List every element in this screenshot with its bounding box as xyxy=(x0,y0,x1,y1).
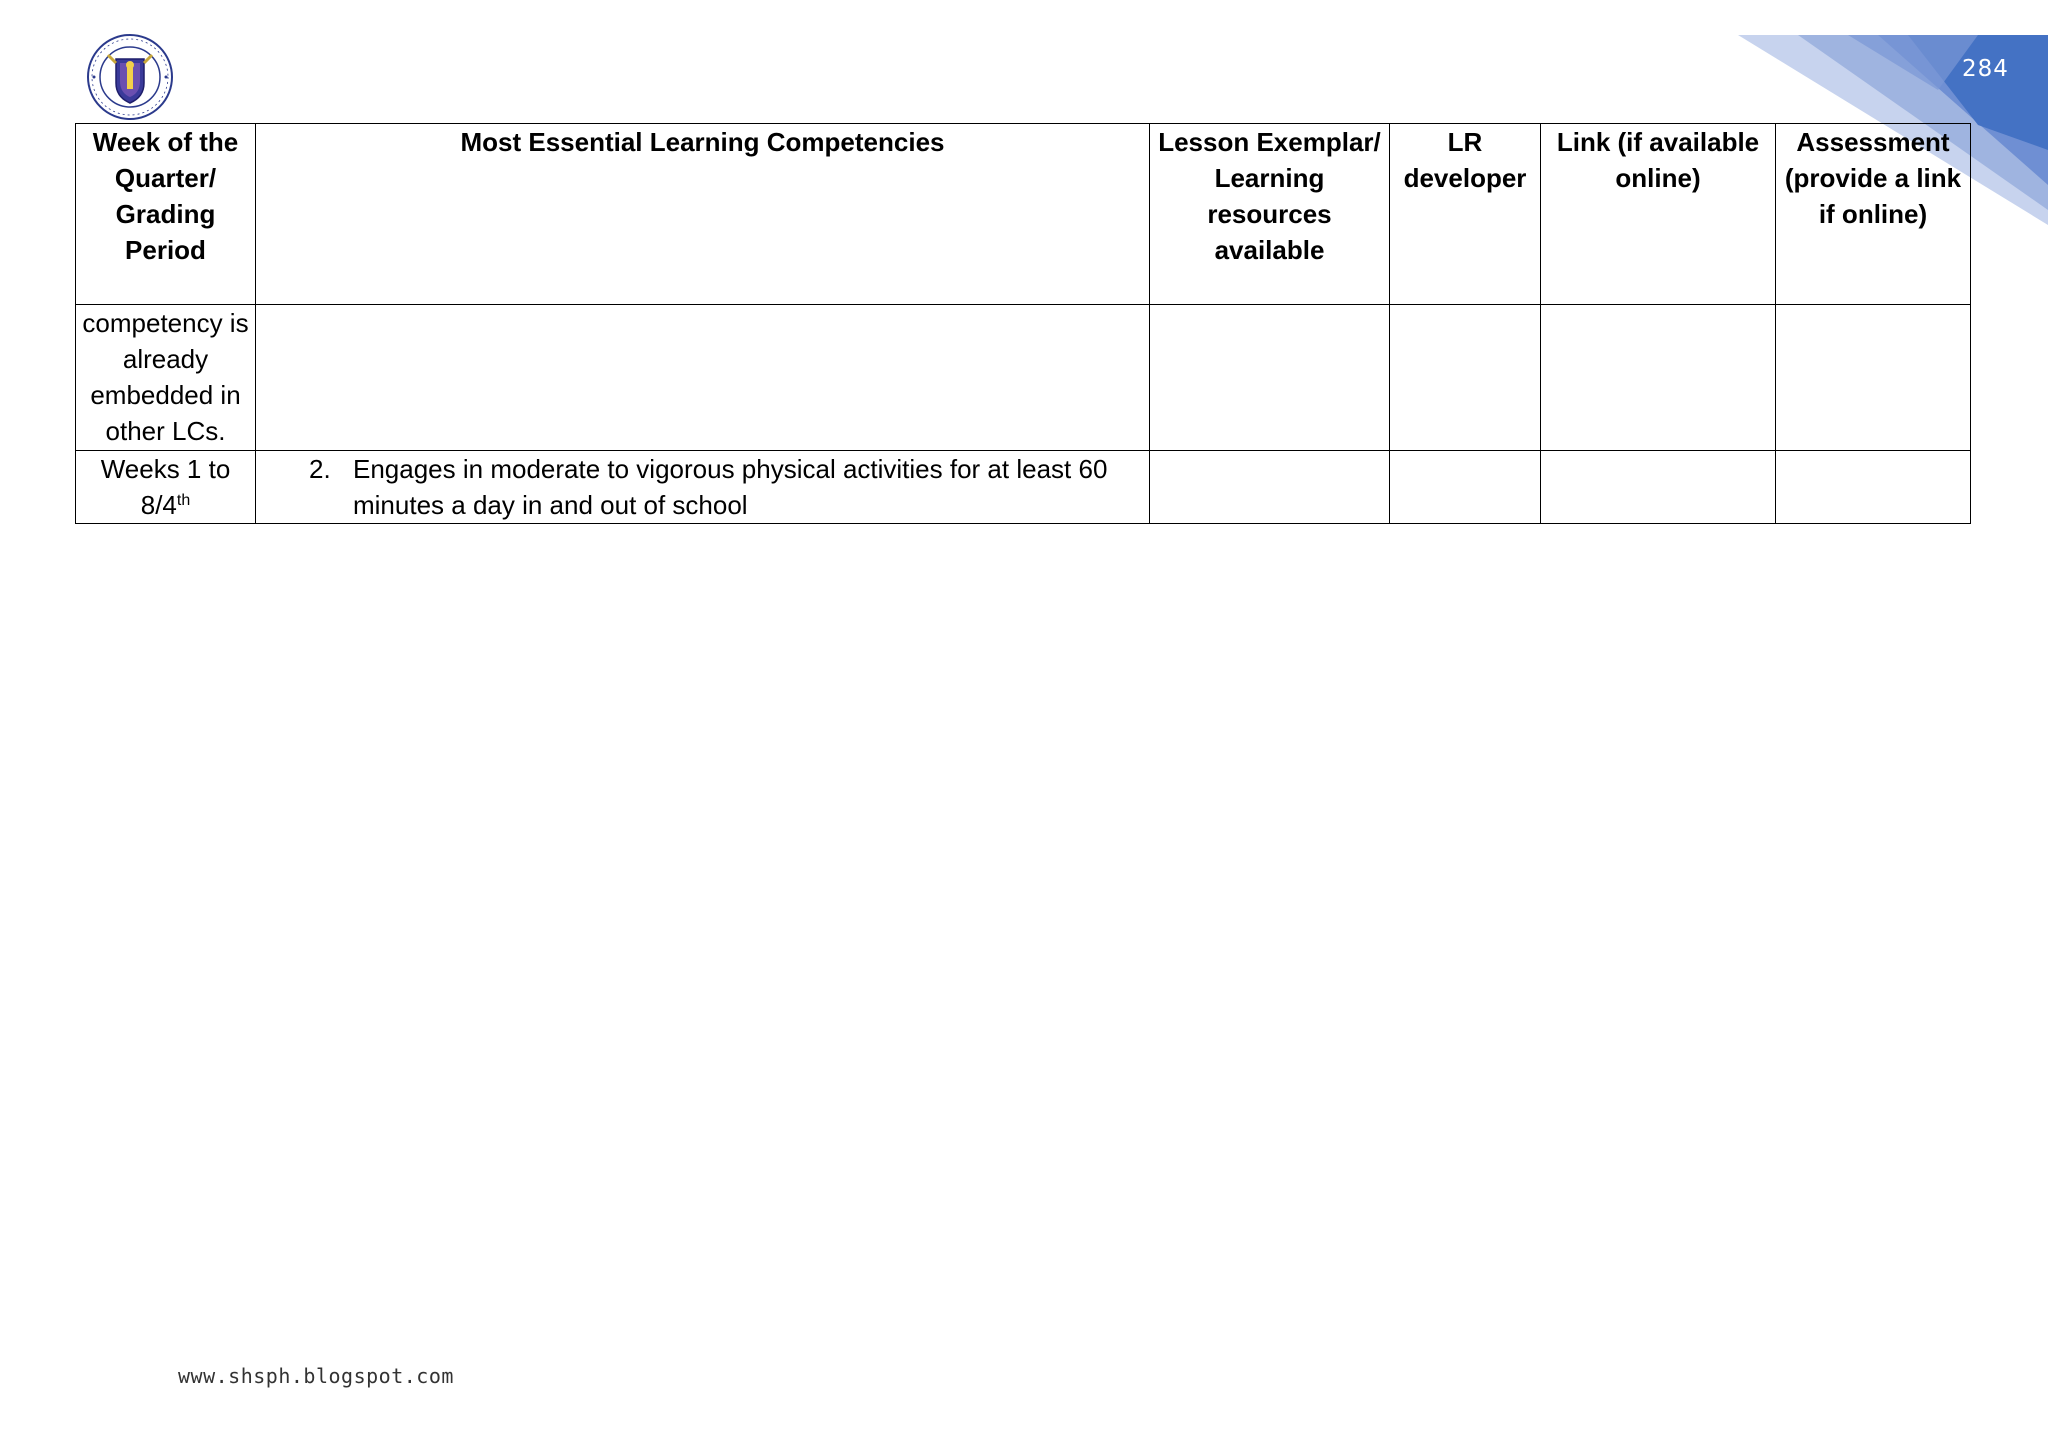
lr-developer-cell xyxy=(1390,305,1541,451)
deped-seal-icon xyxy=(86,33,174,121)
table-row xyxy=(76,305,1971,451)
header-week: Week of the Quarter/ Grading Period xyxy=(76,124,256,305)
header-lesson-exemplar: Lesson Exemplar/ Learning resources available xyxy=(1150,124,1390,305)
competency-number: 2. xyxy=(309,454,331,484)
page-number: 284 xyxy=(1962,56,2009,82)
footer-website: www.shsph.blogspot.com xyxy=(178,1364,454,1388)
lesson-exemplar-cell xyxy=(1150,305,1390,451)
competency-text: Engages in moderate to vigorous physical activities for at least 60 minutes a day in and out of school xyxy=(353,454,1108,520)
link-cell xyxy=(1541,451,1776,524)
table-header-row xyxy=(76,124,1971,305)
week-text: Weeks 1 to 8/4 xyxy=(100,454,231,520)
lesson-exemplar-cell xyxy=(1150,451,1390,524)
melc-table xyxy=(75,123,1971,524)
week-ordinal-suffix: th xyxy=(176,492,191,509)
competency-cell xyxy=(256,305,1150,451)
link-cell xyxy=(1541,305,1776,451)
competency-cell xyxy=(256,451,1150,524)
week-cell xyxy=(76,451,256,524)
header-link: Link (if available online) xyxy=(1541,124,1776,305)
competency-item xyxy=(262,451,1143,523)
lr-developer-cell xyxy=(1390,451,1541,524)
table-row xyxy=(76,451,1971,524)
header-competencies: Most Essential Learning Competencies xyxy=(256,124,1150,305)
header-lr-developer: LR developer xyxy=(1390,124,1541,305)
assessment-cell xyxy=(1776,305,1971,451)
week-cell xyxy=(76,305,256,451)
header-assessment: Assessment (provide a link if online) xyxy=(1776,124,1971,305)
week-text: competency is already embedded in other LCs. xyxy=(82,308,249,446)
assessment-cell xyxy=(1776,451,1971,524)
